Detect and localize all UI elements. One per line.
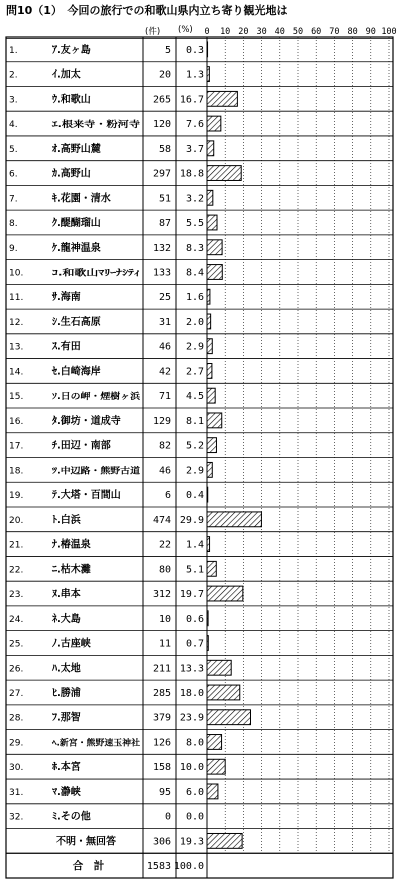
percent-value: 3.7 xyxy=(185,143,204,155)
bar xyxy=(207,512,261,527)
row-number: 10. xyxy=(9,268,24,279)
table-row xyxy=(9,67,209,82)
table-rows xyxy=(9,42,261,872)
percent-value: 3.2 xyxy=(185,193,204,205)
category-label: ｳ.和歌山 xyxy=(52,94,91,106)
table-row xyxy=(9,42,208,57)
percent-value: 18.8 xyxy=(179,168,204,180)
bar xyxy=(207,388,215,403)
count-value: 0 xyxy=(164,811,171,823)
count-value: 126 xyxy=(152,737,171,749)
count-value: 6 xyxy=(164,490,171,502)
count-value: 306 xyxy=(152,836,171,848)
bar xyxy=(207,759,225,774)
row-number: 19. xyxy=(9,491,24,502)
category-label: ｶ.高野山 xyxy=(52,168,91,180)
category-label: ﾇ.串本 xyxy=(52,589,81,601)
bar xyxy=(207,314,211,329)
category-label: ｹ.龍神温泉 xyxy=(52,242,101,254)
percent-value: 5.5 xyxy=(185,218,204,230)
category-label: ﾎ.本宮 xyxy=(52,762,81,774)
percent-value: 19.7 xyxy=(179,589,204,601)
table-row xyxy=(9,91,237,106)
row-number: 28. xyxy=(9,713,24,724)
row-number: 15. xyxy=(9,392,24,403)
category-label: ﾆ.枯木灘 xyxy=(52,564,91,576)
category-label: ｸ.醍醐瑠山 xyxy=(52,218,101,230)
bar xyxy=(207,660,231,675)
row-number: 1. xyxy=(9,45,18,56)
bar xyxy=(207,141,214,156)
category-label: ﾉ.古座峡 xyxy=(52,638,91,650)
count-value: 87 xyxy=(158,218,171,230)
category-label: ｱ.友ヶ島 xyxy=(52,44,91,56)
percent-value: 1.3 xyxy=(185,69,204,81)
percent-value: 29.9 xyxy=(179,514,204,526)
category-label: ｿ.日の岬・煙樹ヶ浜 xyxy=(52,392,129,403)
row-number: 14. xyxy=(9,367,24,378)
percent-value: 8.0 xyxy=(185,737,204,749)
table-row xyxy=(73,859,204,872)
row-number: 17. xyxy=(9,441,24,452)
category-label: ｻ.海南 xyxy=(52,292,81,304)
table-row xyxy=(9,190,213,205)
count-value: 312 xyxy=(152,589,171,601)
row-number: 20. xyxy=(9,515,24,526)
percent-value: 0.0 xyxy=(185,811,204,823)
table-row xyxy=(9,364,212,379)
bar xyxy=(207,240,222,255)
percent-value: 2.9 xyxy=(185,465,204,477)
bar xyxy=(207,784,218,799)
percent-value: 23.9 xyxy=(179,712,204,724)
table-row xyxy=(9,388,215,403)
table-row xyxy=(9,735,222,750)
table-row xyxy=(9,339,212,354)
bar xyxy=(207,215,217,230)
table-row xyxy=(9,265,222,280)
percent-value: 13.3 xyxy=(179,663,204,675)
count-value: 211 xyxy=(152,663,171,675)
count-value: 82 xyxy=(158,440,171,452)
x-tick-labels xyxy=(204,27,396,37)
bar xyxy=(207,735,222,750)
bar xyxy=(207,462,212,477)
count-value: 132 xyxy=(152,242,171,254)
row-number: 23. xyxy=(9,590,24,601)
row-number: 32. xyxy=(9,812,24,823)
row-number: 11. xyxy=(9,293,24,304)
category-label: ﾀ.御坊・道成寺 xyxy=(52,415,121,427)
count-value: 20 xyxy=(158,69,171,81)
row-number: 18. xyxy=(9,466,24,477)
x-tick-label: 10 xyxy=(220,27,231,37)
row-number: 3. xyxy=(9,95,18,106)
table-row xyxy=(9,611,208,626)
table-row xyxy=(9,413,222,428)
category-label: ﾂ.中辺路・熊野古道 xyxy=(52,466,129,477)
x-tick-label: 60 xyxy=(311,27,322,37)
row-number: 8. xyxy=(9,219,18,230)
percent-value: 1.6 xyxy=(185,292,204,304)
table-row xyxy=(9,561,216,576)
bar xyxy=(207,833,242,848)
x-tick-label: 80 xyxy=(347,27,358,37)
category-label: ﾃ.大塔・百間山 xyxy=(52,490,121,502)
row-number: 29. xyxy=(9,738,24,749)
table-row xyxy=(56,833,242,848)
row-number: 5. xyxy=(9,144,18,155)
row-number: 9. xyxy=(9,243,18,254)
table-row xyxy=(9,314,211,329)
row-number: 25. xyxy=(9,639,24,650)
percent-value: 10.0 xyxy=(179,762,204,774)
row-number: 21. xyxy=(9,540,24,551)
table-row xyxy=(9,759,225,774)
bar xyxy=(207,364,212,379)
bar xyxy=(207,116,221,131)
table-row xyxy=(9,141,214,156)
percent-value: 0.7 xyxy=(185,638,204,650)
percent-value: 5.1 xyxy=(185,564,204,576)
category-label: ﾅ.椿温泉 xyxy=(52,539,91,551)
x-tick-label: 30 xyxy=(256,27,267,37)
bar xyxy=(207,166,241,181)
row-number: 31. xyxy=(9,787,24,798)
percent-value: 0.4 xyxy=(185,490,204,502)
x-tick-label: 50 xyxy=(292,27,304,37)
count-value: 11 xyxy=(158,638,171,650)
table-row xyxy=(9,462,212,477)
table-row xyxy=(9,512,261,527)
category-label: ｽ.有田 xyxy=(52,341,81,353)
category-label: ﾐ.その他 xyxy=(52,811,91,823)
percent-value: 0.3 xyxy=(185,44,204,56)
bar xyxy=(207,91,237,106)
row-number: 4. xyxy=(9,120,18,131)
row-number: 26. xyxy=(9,664,24,675)
bar xyxy=(207,265,222,280)
bar xyxy=(207,561,216,576)
table-row xyxy=(9,215,217,230)
category-label: ﾊ.太地 xyxy=(52,663,81,675)
x-tick-label: 20 xyxy=(238,27,249,37)
count-value: 71 xyxy=(158,391,171,403)
bar xyxy=(207,413,222,428)
row-number: 7. xyxy=(9,194,18,205)
percent-value: 2.7 xyxy=(185,366,204,378)
table-frame xyxy=(6,37,393,878)
percent-value: 2.0 xyxy=(185,316,204,328)
category-label: ｼ.生石高原 xyxy=(52,316,101,328)
bar xyxy=(207,339,212,354)
count-value: 5 xyxy=(164,44,171,56)
percent-value: 19.3 xyxy=(179,836,204,848)
count-value: 379 xyxy=(152,712,171,724)
count-unit-label: (件) xyxy=(145,27,161,37)
row-number: 27. xyxy=(9,688,24,699)
category-label: ﾁ.田辺・南部 xyxy=(52,440,111,452)
category-label: ﾄ.白浜 xyxy=(52,514,81,526)
percent-value: 6.0 xyxy=(185,786,204,798)
table-row xyxy=(9,487,208,502)
count-value: 22 xyxy=(158,539,171,551)
category-label: ｺ.和歌山ﾏﾘｰﾅｼﾃｨ xyxy=(52,268,116,279)
category-label: ｴ.根来寺・粉河寺 xyxy=(52,120,120,131)
percent-value: 0.6 xyxy=(185,613,204,625)
table-row xyxy=(9,636,208,651)
row-number: 13. xyxy=(9,342,24,353)
category-label: ﾋ.勝浦 xyxy=(52,687,81,699)
count-value: 46 xyxy=(158,465,171,477)
count-value: 46 xyxy=(158,341,171,353)
x-tick-label: 90 xyxy=(365,27,376,37)
count-value: 120 xyxy=(152,119,171,131)
count-value: 95 xyxy=(158,786,171,798)
count-value: 58 xyxy=(158,143,171,155)
table-row xyxy=(9,438,216,453)
count-value: 265 xyxy=(152,94,171,106)
percent-value: 16.7 xyxy=(179,94,204,106)
row-number: 22. xyxy=(9,565,24,576)
category-label: ﾏ.瀞峡 xyxy=(52,786,81,798)
count-value: 10 xyxy=(158,613,171,625)
table-row xyxy=(9,685,240,700)
count-value: 158 xyxy=(152,762,171,774)
category-label: ﾈ.大島 xyxy=(52,613,81,625)
bar xyxy=(207,586,243,601)
percent-value: 100.0 xyxy=(173,861,204,873)
chart-title: 問10（1） 今回の旅行での和歌山県内立ち寄り観光地は xyxy=(6,4,288,17)
total-label: 合 計 xyxy=(72,860,105,873)
count-value: 133 xyxy=(152,267,171,279)
table-row xyxy=(9,116,221,131)
row-number: 30. xyxy=(9,763,24,774)
x-tick-label: 70 xyxy=(329,27,340,37)
table-row xyxy=(9,289,210,304)
category-label: ﾌ.那智 xyxy=(52,712,81,724)
grid-layer xyxy=(225,37,389,853)
percent-value: 1.4 xyxy=(185,539,204,551)
row-number: 24. xyxy=(9,614,24,625)
table-row xyxy=(9,784,218,799)
x-tick-label: 0 xyxy=(204,27,210,37)
percent-value: 18.0 xyxy=(179,687,204,699)
percent-unit-label: (%) xyxy=(178,25,193,35)
percent-value: 5.2 xyxy=(185,440,204,452)
table-row xyxy=(9,710,250,725)
x-tick-label: 40 xyxy=(274,27,285,37)
percent-value: 8.4 xyxy=(185,267,204,279)
table-row xyxy=(9,240,222,255)
table-row xyxy=(9,166,241,181)
percent-value: 7.6 xyxy=(185,119,204,131)
count-value: 31 xyxy=(158,316,171,328)
x-tick-label: 100 xyxy=(381,27,397,37)
bar xyxy=(207,685,240,700)
count-value: 1583 xyxy=(146,861,171,873)
row-number: 6. xyxy=(9,169,18,180)
table-row xyxy=(9,810,204,823)
count-value: 80 xyxy=(158,564,171,576)
category-label: ｵ.高野山麓 xyxy=(52,143,101,155)
table-row xyxy=(9,586,243,601)
bar xyxy=(207,438,216,453)
table-row xyxy=(9,660,231,675)
count-value: 285 xyxy=(152,687,171,699)
percent-value: 8.1 xyxy=(185,415,204,427)
percent-value: 8.3 xyxy=(185,242,204,254)
count-value: 474 xyxy=(152,514,171,526)
percent-value: 4.5 xyxy=(185,391,204,403)
row-number: 2. xyxy=(9,70,18,81)
count-value: 42 xyxy=(158,366,171,378)
category-label: ｲ.加太 xyxy=(52,69,81,81)
category-label: ﾍ.新宮・熊野速玉神社 xyxy=(52,738,137,749)
percent-value: 2.9 xyxy=(185,341,204,353)
bar xyxy=(207,710,250,725)
count-value: 297 xyxy=(152,168,171,180)
table-row xyxy=(9,537,210,552)
category-label: ｷ.花園・清水 xyxy=(52,193,111,205)
row-number: 12. xyxy=(9,317,24,328)
bar xyxy=(207,190,213,205)
category-label: 不明・無回答 xyxy=(56,836,116,848)
count-value: 51 xyxy=(158,193,171,205)
row-number: 16. xyxy=(9,416,24,427)
category-label: ｾ.白崎海岸 xyxy=(52,366,101,378)
count-value: 25 xyxy=(158,292,171,304)
count-value: 129 xyxy=(152,415,171,427)
